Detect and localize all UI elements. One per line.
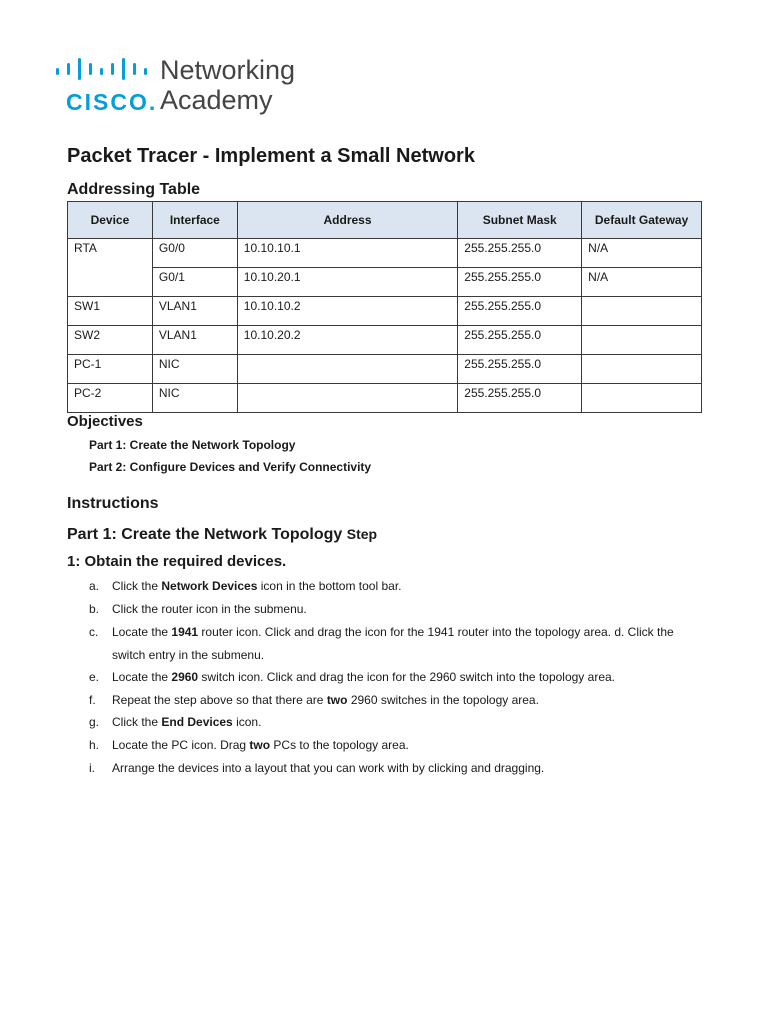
step-text-bold: two [326, 693, 348, 707]
table-cell: N/A [582, 239, 702, 268]
step-marker: a. [89, 579, 100, 593]
step-text-segment: Locate the PC icon. Drag [112, 738, 250, 752]
step-text [112, 598, 709, 621]
step-item [89, 621, 709, 667]
step-text-bold: 1941 [171, 625, 199, 639]
addressing-table-heading: Addressing Table [67, 181, 201, 198]
step-item [89, 598, 709, 621]
table-cell: VLAN1 [152, 297, 237, 326]
step-text-segment: Click the [112, 579, 162, 593]
table-row [68, 268, 702, 297]
table-cell: 255.255.255.0 [458, 326, 582, 355]
table-row [68, 355, 702, 384]
part-1-heading-suffix: Step [346, 526, 378, 542]
part-1-heading [67, 526, 377, 544]
table-cell: SW2 [68, 326, 153, 355]
step-marker: i. [89, 761, 95, 775]
step-text-segment: Repeat the step above so that there are [112, 693, 327, 707]
table-cell: RTA [68, 239, 153, 268]
step-text-bold: 2960 [171, 670, 199, 684]
table-cell: NIC [152, 384, 237, 413]
table-cell: SW1 [68, 297, 153, 326]
brand-networking: Networking [160, 55, 296, 85]
table-row [68, 239, 702, 268]
step-text [112, 575, 709, 598]
column-header-default-gateway: Default Gateway [582, 202, 702, 239]
step-text [112, 666, 709, 689]
step-text-segment: Arrange the devices into a layout that you can work with by clicking and dragging. [112, 761, 545, 775]
table-cell: PC-1 [68, 355, 153, 384]
table-row [68, 326, 702, 355]
column-header-address: Address [237, 202, 457, 239]
step-item [89, 734, 709, 757]
step-item [89, 575, 709, 598]
table-cell [68, 268, 153, 297]
step-text-segment: Click the router icon in the submenu. [112, 602, 307, 616]
step-marker: h. [89, 738, 100, 752]
step-item [89, 711, 709, 734]
step-marker: c. [89, 625, 99, 639]
table-row [68, 384, 702, 413]
cisco-bars-icon [52, 54, 152, 82]
step-text-segment: icon. [232, 715, 262, 729]
step-text-segment: 2960 switches in the topology area. [347, 693, 539, 707]
table-cell: 255.255.255.0 [458, 384, 582, 413]
part-1-heading-text: Part 1: Create the Network Topology [67, 526, 343, 543]
step-item [89, 666, 709, 689]
brand-academy: Academy [160, 85, 273, 115]
table-cell: G0/1 [152, 268, 237, 297]
objective-item: Part 2: Configure Devices and Verify Connectivity [89, 460, 372, 474]
column-header-subnet-mask: Subnet Mask [458, 202, 582, 239]
step-text-segment: icon in the bottom tool bar. [257, 579, 402, 593]
step-item [89, 689, 709, 712]
table-cell [582, 297, 702, 326]
step-marker: f. [89, 693, 96, 707]
step-text [112, 711, 709, 734]
step-text-bold: End Devices [161, 715, 233, 729]
table-cell: G0/0 [152, 239, 237, 268]
table-cell: 10.10.20.2 [237, 326, 457, 355]
table-cell: N/A [582, 268, 702, 297]
table-cell: VLAN1 [152, 326, 237, 355]
table-header-row [68, 202, 702, 239]
step-1-heading: 1: Obtain the required devices. [67, 553, 287, 570]
instructions-heading: Instructions [67, 495, 159, 512]
column-header-device: Device [68, 202, 153, 239]
step-text-segment: router icon. Click and drag the icon for the 1941 router into the topology area. d. Click the switch entry in the submenu. [112, 625, 674, 662]
table-cell: NIC [152, 355, 237, 384]
step-text [112, 621, 709, 667]
step-text-bold: Network Devices [161, 579, 258, 593]
step-text-segment: Locate the [112, 670, 172, 684]
objective-item: Part 1: Create the Network Topology [89, 438, 296, 452]
step-text [112, 734, 709, 757]
table-cell: 10.10.20.1 [237, 268, 457, 297]
table-cell [582, 384, 702, 413]
table-cell: 255.255.255.0 [458, 239, 582, 268]
step-marker: b. [89, 602, 100, 616]
step-text-bold: two [249, 738, 271, 752]
table-cell: PC-2 [68, 384, 153, 413]
step-text-segment: PCs to the topology area. [270, 738, 409, 752]
table-row [68, 297, 702, 326]
objectives-heading: Objectives [67, 413, 143, 430]
step-item [89, 757, 709, 780]
step-text [112, 757, 709, 780]
table-cell [582, 355, 702, 384]
step-text-segment: switch icon. Click and drag the icon for the 2960 switch into the topology area. [198, 670, 615, 684]
page-title: Packet Tracer - Implement a Small Network [67, 145, 475, 167]
table-cell: 255.255.255.0 [458, 268, 582, 297]
step-marker: e. [89, 670, 100, 684]
step-text-segment: Click the [112, 715, 162, 729]
addressing-table [67, 201, 702, 413]
column-header-interface: Interface [152, 202, 237, 239]
table-cell [237, 355, 457, 384]
table-cell: 255.255.255.0 [458, 297, 582, 326]
step-text [112, 689, 709, 712]
table-cell [582, 326, 702, 355]
cisco-wordmark: CISCO. [66, 89, 158, 115]
step-marker: g. [89, 715, 100, 729]
table-cell: 255.255.255.0 [458, 355, 582, 384]
step-text-segment: Locate the [112, 625, 172, 639]
table-cell: 10.10.10.2 [237, 297, 457, 326]
table-cell: 10.10.10.1 [237, 239, 457, 268]
cisco-networking-academy-logo [52, 54, 312, 118]
table-cell [237, 384, 457, 413]
